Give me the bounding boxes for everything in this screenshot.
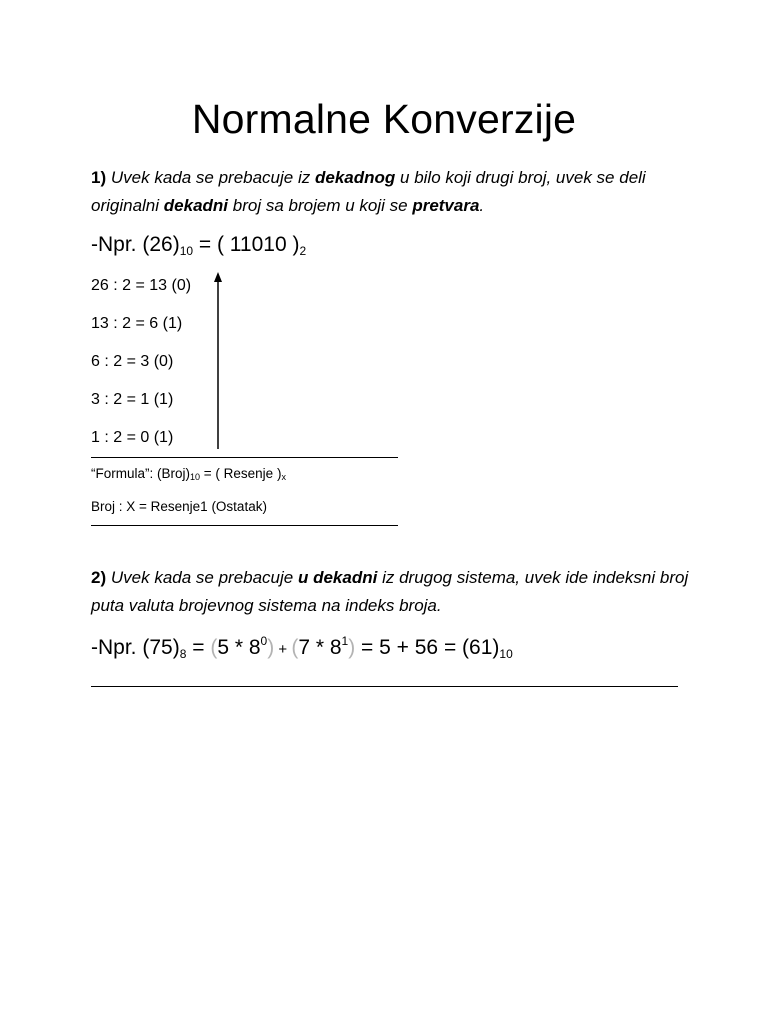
plus-sign: + bbox=[274, 641, 292, 658]
divider bbox=[91, 525, 398, 526]
section-1-text-part: u bilo koji drugi broj, uvek se deli originalni bbox=[91, 168, 646, 215]
example-2-base: 8 bbox=[179, 647, 187, 661]
example-2-term: 7 * 8 bbox=[298, 636, 342, 659]
division-step: 3 : 2 = 1 (1) bbox=[91, 391, 174, 408]
formula-rule: Broj : X = Resenje1 (Ostatak) bbox=[91, 499, 267, 514]
example-2-equals: = bbox=[186, 636, 211, 659]
page-title: Normalne Konverzije bbox=[191, 96, 577, 142]
paren: ) bbox=[348, 636, 356, 659]
divider bbox=[91, 686, 678, 687]
formula-line bbox=[91, 466, 286, 482]
formula-sub: 10 bbox=[190, 472, 201, 482]
paren: ) bbox=[267, 636, 275, 659]
section-1-text bbox=[91, 164, 691, 220]
example-2-result: = 5 + 56 = (61) bbox=[355, 636, 500, 659]
formula-label: “Formula”: (Broj) bbox=[91, 466, 191, 481]
example-2-result-base: 10 bbox=[499, 647, 513, 661]
section-1-keyword: dekadni bbox=[163, 196, 229, 215]
paren: ( bbox=[291, 636, 299, 659]
division-step: 13 : 2 = 6 (1) bbox=[91, 315, 183, 332]
example-2-prefix: -Npr. (75) bbox=[91, 636, 180, 659]
division-step: 1 : 2 = 0 (1) bbox=[91, 429, 174, 446]
section-2-text-part: Uvek kada se prebacuje bbox=[110, 568, 294, 587]
example-2-exponent: 0 bbox=[260, 634, 268, 648]
divider bbox=[91, 457, 398, 458]
example-2-term: 5 * 8 bbox=[217, 636, 261, 659]
division-step: 26 : 2 = 13 (0) bbox=[91, 277, 192, 294]
section-1-keyword: dekadnog bbox=[314, 168, 396, 187]
section-1-text-part: broj sa brojem u koji se bbox=[232, 196, 408, 215]
example-1-base-from: 10 bbox=[179, 244, 194, 258]
example-1-prefix: -Npr. (26) bbox=[91, 233, 180, 256]
paren: ( bbox=[210, 636, 218, 659]
example-2-exponent: 1 bbox=[341, 634, 349, 648]
example-1 bbox=[91, 233, 306, 258]
up-arrow-icon bbox=[210, 272, 226, 452]
section-1-keyword: pretvara bbox=[412, 196, 480, 215]
section-2-text-part: iz drugog sistema, uvek ide indeksni broj puta valuta brojevnog sistema na indeks broja. bbox=[91, 568, 689, 615]
section-2-number: 2) bbox=[91, 568, 107, 587]
section-2-text bbox=[91, 564, 691, 620]
division-steps bbox=[91, 275, 191, 465]
formula-result: = ( Resenje ) bbox=[200, 466, 282, 481]
section-1-text-part: . bbox=[479, 196, 485, 215]
example-2 bbox=[91, 634, 513, 661]
section-1-number: 1) bbox=[91, 168, 107, 187]
section-2-keyword: u dekadni bbox=[297, 568, 378, 587]
division-step: 6 : 2 = 3 (0) bbox=[91, 353, 174, 370]
formula-sub: x bbox=[281, 472, 286, 482]
example-1-base-to: 2 bbox=[299, 244, 307, 258]
section-1-text-part: Uvek kada se prebacuje iz bbox=[110, 168, 311, 187]
example-1-result: = ( 11010 ) bbox=[193, 233, 300, 256]
